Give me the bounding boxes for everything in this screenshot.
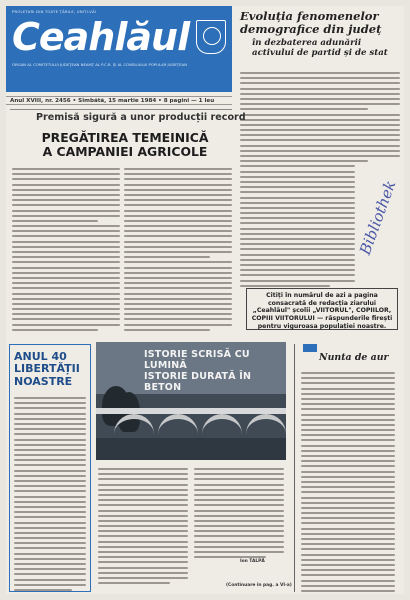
photo-banner: ISTORIE SCRISĂ CU LUMINĂ ISTORIE DURATĂ ÎN BETON: [144, 349, 252, 394]
section-rule: [10, 109, 232, 110]
dateline: Anul XVIII, nr. 2456 • Sîmbătă, 15 martie 1984 • 8 pagini — 1 leu: [6, 96, 232, 105]
continuation-note: (Continuare în pag. a VI-a): [226, 583, 292, 588]
masthead-subtitle: ORGAN AL COMITETULUI JUDEȚEAN NEAMȚ AL P.C.R. ȘI AL CONSILIULUI POPULAR JUDEȚEAN: [12, 62, 187, 67]
agri-body-col1: [12, 168, 120, 334]
badge-icon: [303, 344, 317, 352]
handwritten-signature: Bibliothek: [356, 177, 400, 258]
anul-40-body: [14, 397, 86, 594]
agricultural-headline: PREGĂTIREA TEMEINICĂ A CAMPANIEI AGRICOLE: [41, 130, 209, 160]
masthead-slogan: PROLETARI DIN TOATE ȚĂRILE, UNIȚI-VĂ!: [12, 9, 97, 14]
lead-story-headline: [240, 10, 400, 59]
bridge-photo: [96, 342, 286, 460]
nunta-de-aur-box: [294, 344, 400, 592]
lead-story-subtitle: în dezbaterea adunării activului de partid și de stat: [252, 37, 388, 59]
nunta-de-aur-body: [301, 372, 395, 594]
lead-story-body: [240, 72, 400, 290]
anul-40-box: [9, 344, 91, 592]
newspaper-title: Ceahlăul: [12, 15, 190, 59]
lead-story-title: Evoluția fenomenelor demografice din județ: [240, 9, 382, 36]
masthead: [6, 6, 232, 92]
photo-article-col2: [194, 468, 284, 561]
promo-box: Citiți în numărul de azi a pagina consacrată de redacția ziarului „Ceahlăul" școlii „VIITORUL", COPIILOR, COPIII VIITORULUI — răspunderile firești pentru viguroasa populației noastre.: [246, 288, 398, 330]
kicker-headline: Premisă sigură a unor producții record: [36, 112, 246, 123]
nunta-de-aur-title: Nunta de aur: [319, 352, 389, 363]
anul-40-headline: ANUL 40 LIBERTĂȚII NOASTRE: [14, 350, 80, 388]
photo-article-col1: [98, 468, 188, 587]
newspaper-page: [6, 6, 404, 594]
agri-body-col2: [124, 168, 232, 334]
article-byline: Ion TALPĂ: [240, 559, 265, 564]
county-emblem-icon: [196, 20, 226, 54]
